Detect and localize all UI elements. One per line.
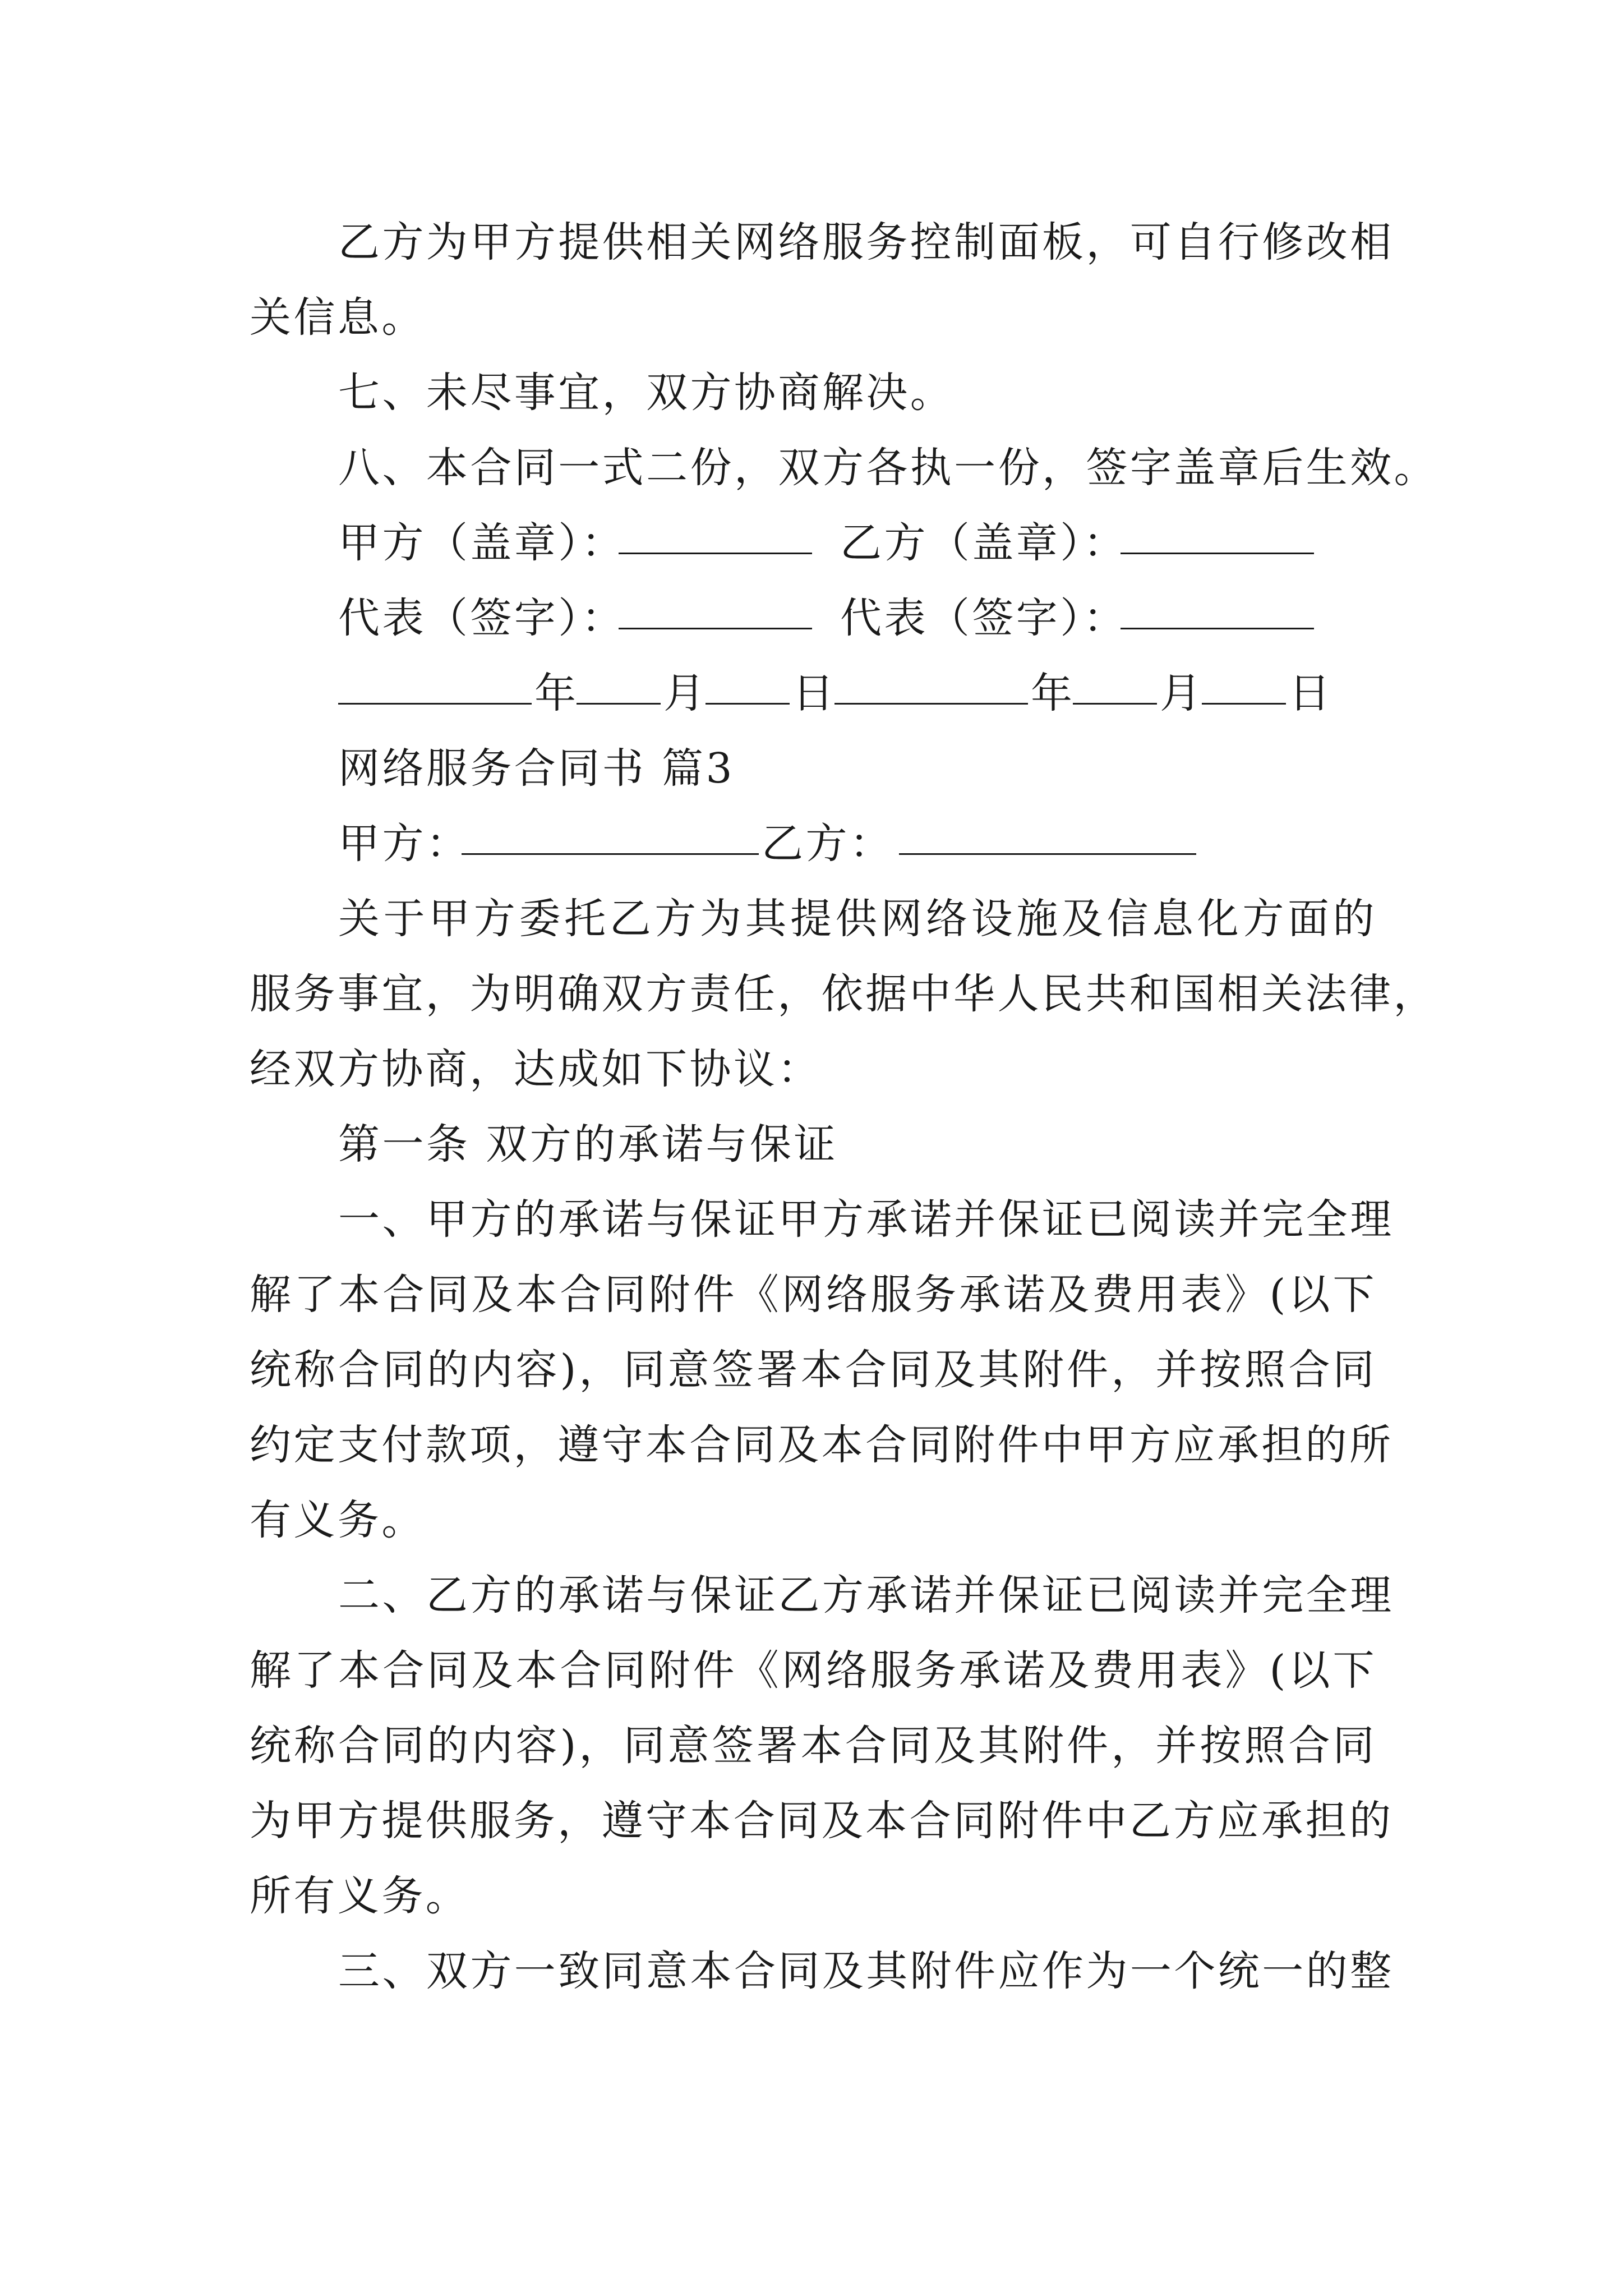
item-2-line-5: 所有义务。 — [250, 1872, 470, 1920]
seal-row — [338, 518, 1404, 568]
date-a-month-blank — [577, 668, 661, 705]
item-1-line-2: 解了本合同及本合同附件《网络服务承诺及费用表》(以下 — [250, 1271, 1377, 1319]
item-1-line-5: 有义务。 — [250, 1496, 426, 1544]
date-b-month-blank — [1073, 668, 1157, 705]
rep-b-sign-label: 代表（签字）： — [840, 594, 1128, 642]
rep-a-sign-blank — [619, 593, 812, 629]
clause-7: 七、未尽事宜，双方协商解决。 — [338, 369, 955, 417]
sign-row — [338, 593, 1404, 643]
date-b-year-label: 年 — [1031, 669, 1075, 717]
party-b-blank — [899, 818, 1196, 855]
date-b-day-blank — [1202, 668, 1286, 705]
date-a-month-label: 月 — [663, 669, 708, 717]
party-a-seal-blank — [619, 518, 812, 554]
parties-row — [338, 818, 1404, 869]
item-2-line-3: 统称合同的内容)，同意签署本合同及其附件，并按照合同 — [250, 1722, 1377, 1770]
paragraph-6-line-2: 关信息。 — [250, 293, 426, 342]
item-1-line-1: 一、甲方的承诺与保证甲方承诺并保证已阅读并完全理 — [338, 1195, 1394, 1244]
party-b-seal-blank — [1121, 518, 1314, 554]
party-b-seal-label: 乙方（盖章）： — [840, 519, 1128, 567]
item-2-line-2: 解了本合同及本合同附件《网络服务承诺及费用表》(以下 — [250, 1646, 1377, 1695]
party-a-seal-label: 甲方（盖章）： — [338, 519, 626, 567]
item-1-line-4: 约定支付款项，遵守本合同及本合同附件中甲方应承担的所 — [250, 1421, 1394, 1469]
rep-a-sign-label: 代表（签字）： — [338, 594, 626, 642]
date-a-day-blank — [706, 668, 790, 705]
intro-line-2: 服务事宜，为明确双方责任，依据中华人民共和国相关法律， — [250, 970, 1437, 1018]
date-b-month-label: 月 — [1160, 669, 1204, 717]
date-b-year-blank — [834, 668, 1028, 705]
party-a-blank — [462, 818, 759, 855]
item-1-line-3: 统称合同的内容)，同意签署本合同及其附件，并按照合同 — [250, 1346, 1377, 1394]
section-3-title: 网络服务合同书 篇3 — [338, 744, 735, 793]
paragraph-6-line-1: 乙方为甲方提供相关网络服务控制面板，可自行修改相 — [338, 218, 1394, 266]
date-a-year-label: 年 — [534, 669, 579, 717]
rep-b-sign-blank — [1121, 593, 1314, 629]
date-b-day-label: 日 — [1289, 669, 1333, 717]
article-1-title: 第一条 双方的承诺与保证 — [338, 1120, 838, 1168]
item-2-line-1: 二、乙方的承诺与保证乙方承诺并保证已阅读并完全理 — [338, 1571, 1394, 1619]
clause-8: 八、本合同一式二份，双方各执一份，签字盖章后生效。 — [338, 444, 1438, 492]
item-2-line-4: 为甲方提供服务，遵守本合同及本合同附件中乙方应承担的 — [250, 1797, 1394, 1845]
intro-line-1: 关于甲方委托乙方为其提供网络设施及信息化方面的 — [338, 895, 1377, 943]
date-a-year-blank — [338, 668, 532, 705]
party-b-label: 乙方： — [762, 820, 894, 868]
date-a-day-label: 日 — [792, 669, 837, 717]
item-3-line-1: 三、双方一致同意本合同及其附件应作为一个统一的整 — [338, 1947, 1394, 1995]
party-a-label: 甲方： — [338, 820, 471, 868]
intro-line-3: 经双方协商，达成如下协议： — [250, 1045, 822, 1093]
date-row — [338, 668, 1404, 719]
